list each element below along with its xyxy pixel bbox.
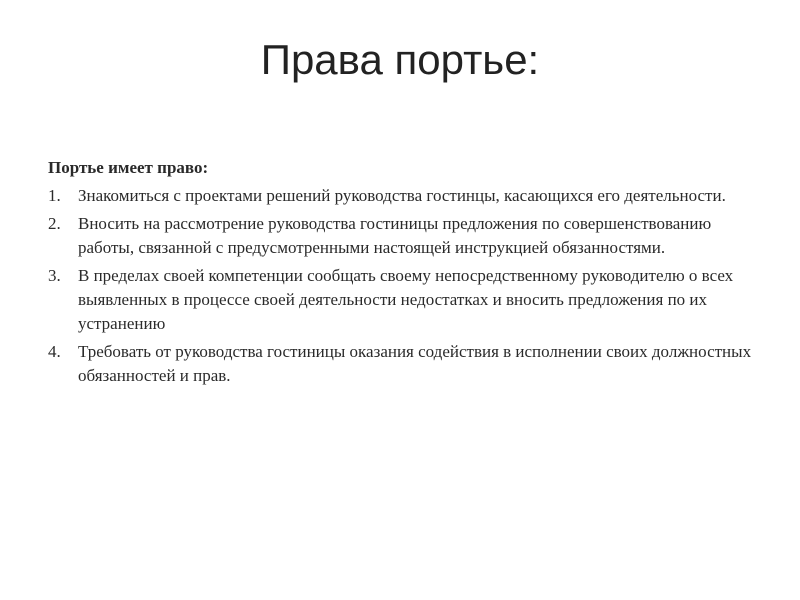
list-item — [48, 212, 758, 260]
list-item-number: 4. — [48, 342, 61, 361]
slide-title: Права портье: — [260, 36, 540, 83]
list-item-number: 1. — [48, 186, 61, 205]
list-item-text: Требовать от руководства гостиницы оказания содействия в исполнении своих должностных обязанностей и прав. — [78, 342, 752, 385]
list-item — [48, 264, 758, 336]
list-item-text: В пределах своей компетенции сообщать своему непосредственному руководителю о всех выявленных в процессе своей деятельности недостатках и вносить предложения по их устранению — [78, 266, 734, 333]
list-item-text: Знакомиться с проектами решений руководства гостинцы, касающихся его деятельности. — [78, 186, 726, 205]
list-item — [48, 340, 758, 388]
slide-content — [48, 156, 758, 392]
list-item — [48, 184, 758, 208]
list-item-number: 2. — [48, 214, 61, 233]
intro-heading: Портье имеет право: — [48, 158, 209, 177]
list-item-text: Вносить на рассмотрение руководства гостиницы предложения по совершенствованию работы, связанной с предусмотренными настоящей инструкцией обязанностями. — [78, 214, 712, 257]
list-item-number: 3. — [48, 266, 61, 285]
rights-list — [48, 184, 758, 388]
